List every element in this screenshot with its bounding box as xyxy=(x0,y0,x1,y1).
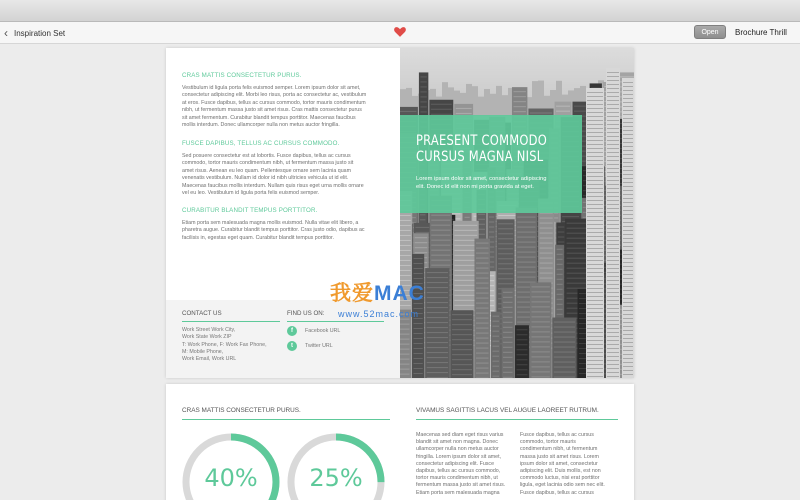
text-line: at eros. Fusce dapibus, tellus ac cursus commodo, tortor mauris condimentum xyxy=(182,99,366,106)
section-1-body xyxy=(182,85,388,129)
ring-1-label: 40% xyxy=(204,464,258,492)
text-line: nibh, ut fermentum massa justo sit amet risus. Cras mattis consectetur purus xyxy=(182,107,362,114)
text-line: fermentum massa justo sit amet risus. xyxy=(416,482,506,489)
page2-column-2 xyxy=(520,432,618,497)
overlay-body xyxy=(416,175,572,191)
contact-line: M: Mobile Phone, xyxy=(182,348,224,355)
contact-line: Work Street Work City, xyxy=(182,327,236,333)
headline-overlay xyxy=(400,115,582,213)
document-canvas[interactable] xyxy=(0,45,800,500)
text-line: Vestibulum id ligula porta felis euismod semper. Lorem ipsum dolor sit amet, xyxy=(182,85,361,91)
text-line: ipsum dolor sit amet, consectetur xyxy=(520,460,598,467)
back-label: Inspiration Set xyxy=(14,28,66,38)
toolbar xyxy=(0,22,800,44)
back-button[interactable] xyxy=(4,24,65,42)
text-line: Etiam porta sem malesuada magna mollis euismod. Nulla vitae elit libero, a xyxy=(182,220,359,226)
twitter-icon: t xyxy=(287,341,297,351)
text-line: venenatis vestibulum. Nullam id dolor id nibh ultricies vehicula ut id elit. xyxy=(182,175,349,182)
text-line: dapibus, tellus ac cursus commodo, xyxy=(416,468,501,475)
ring-2-label: 25% xyxy=(309,464,363,492)
text-line: facilisis in, egestas eget quam. Curabitur blandit tempus porttitor. xyxy=(182,234,334,241)
window-titlebar xyxy=(0,0,800,22)
facebook-url: Facebook URL xyxy=(305,328,341,334)
text-line: condimentum nibh, ut fermentum xyxy=(520,446,598,453)
city-photo-panel xyxy=(400,48,634,378)
watermark-url: www.52mac.com xyxy=(338,309,420,319)
twitter-row xyxy=(287,341,333,351)
section-3 xyxy=(182,207,388,242)
facebook-icon: f xyxy=(287,326,297,336)
text-line: ligula, eget lacinia odio sem nec elit. xyxy=(520,482,605,489)
text-line: consectetur adipiscing elit. Fusce xyxy=(416,460,495,467)
brochure-page-1 xyxy=(166,48,634,378)
page2-left-heading: CRAS MATTIS CONSECTETUR PURUS. xyxy=(182,407,390,420)
section-1 xyxy=(182,72,388,129)
watermark xyxy=(330,277,470,317)
section-3-heading: CURABITUR BLANDIT TEMPUS PORTTITOR. xyxy=(182,207,318,214)
text-line: Maecenas sed diam eget risus varius xyxy=(416,432,504,438)
text-line: commodo, tortor mauris condimentum nibh, ut fermentum massa justo sit xyxy=(182,160,354,167)
contact-line: Work Email, Work URL xyxy=(182,356,237,363)
twitter-url: Twitter URL xyxy=(305,343,333,349)
text-line: Sed posuere consectetur est at lobortis. Fusce dapibus, tellus ac cursus xyxy=(182,153,351,159)
text-line: Maecenas faucibus mollis interdum. Nullam quis risus eget urna mollis ornare xyxy=(182,182,364,189)
section-3-body xyxy=(182,220,388,242)
chevron-left-icon: ‹ xyxy=(4,26,8,40)
overlay-body-line: elit. Donec id elit non mi porta gravida at eget. xyxy=(416,184,534,190)
section-2-heading: FUSCE DAPIBUS, TELLUS AC CURSUS COMMODO. xyxy=(182,140,340,147)
text-line: tortor mauris condimentum nibh, ut xyxy=(416,475,498,482)
text-line: amet risus. Aenean eu leo quam. Pellentesque ornare sem lacinia quam xyxy=(182,167,352,174)
city-photo xyxy=(400,48,634,378)
open-button[interactable]: Open xyxy=(694,25,726,39)
text-line: Etiam porta sem malesuada magna xyxy=(416,489,500,496)
section-1-heading: CRAS MATTIS CONSECTETUR PURUS. xyxy=(182,72,302,79)
watermark-mac: MAC xyxy=(374,282,425,305)
facebook-row xyxy=(287,326,340,336)
overlay-body-line: Lorem ipsum dolor sit amet, consectetur adipiscing xyxy=(416,176,547,182)
text-line: Fusce dapibus, tellus ac cursus xyxy=(520,432,594,438)
overlay-title-line-2: CURSUS MAGNA NISL xyxy=(416,149,544,165)
watermark-logo xyxy=(330,277,470,307)
text-line: fringilla. Lorem ipsum dolor sit amet, xyxy=(416,453,502,460)
text-line: mollis interdum. Donec ullamcorper nulla non metus auctor fringilla. xyxy=(182,122,340,129)
text-line: sit amet fermentum. Curabitur blandit tempus porttitor. Maecenas faucibus xyxy=(182,114,356,121)
text-line: blandit sit amet non magna. Donec xyxy=(416,439,498,446)
text-line: consectetur adipiscing elit. Morbi leo risus, porta ac consectetur ac, vestibulum xyxy=(182,92,367,99)
brochure-page-2 xyxy=(166,384,634,500)
page2-right-heading: VIVAMUS SAGITTIS LACUS VEL AUGUE LAOREET RUTRUM. xyxy=(416,407,618,420)
contact-details xyxy=(182,327,280,363)
text-line: pharetra augue. Curabitur blandit tempus porttitor. Cras justo odio, dapibus ac xyxy=(182,227,365,234)
contact-heading: CONTACT US xyxy=(182,310,280,322)
section-2-body xyxy=(182,153,388,197)
text-line: massa justo sit amet risus. Lorem xyxy=(520,453,599,460)
page1-text-column xyxy=(166,48,400,378)
overlay-title-line-1: PRAESENT COMMODO xyxy=(416,133,548,149)
heart-icon[interactable] xyxy=(393,25,407,39)
text-line: vel eu leo. Vestibulum id ligula porta felis euismod semper. xyxy=(182,190,320,197)
text-line: commodo luctus, nisi erat porttitor xyxy=(520,475,600,482)
section-2 xyxy=(182,140,388,197)
page2-column-1 xyxy=(416,432,514,497)
contact-line: Work State Work ZIP xyxy=(182,334,232,341)
text-line: commodo, tortor mauris xyxy=(520,439,576,446)
text-line: Fusce dapibus, tellus ac cursus xyxy=(520,489,594,496)
text-line: adipiscing elit. Duis mollis, est non xyxy=(520,468,601,475)
watermark-cn: 我爱 xyxy=(330,282,374,305)
contact-line: T: Work Phone, F: Work Fax Phone, xyxy=(182,341,267,348)
template-name: Brochure Thrill xyxy=(735,28,787,37)
text-line: ullamcorper nulla non metus auctor xyxy=(416,446,499,453)
find-us-heading: FIND US ON: xyxy=(287,310,384,322)
